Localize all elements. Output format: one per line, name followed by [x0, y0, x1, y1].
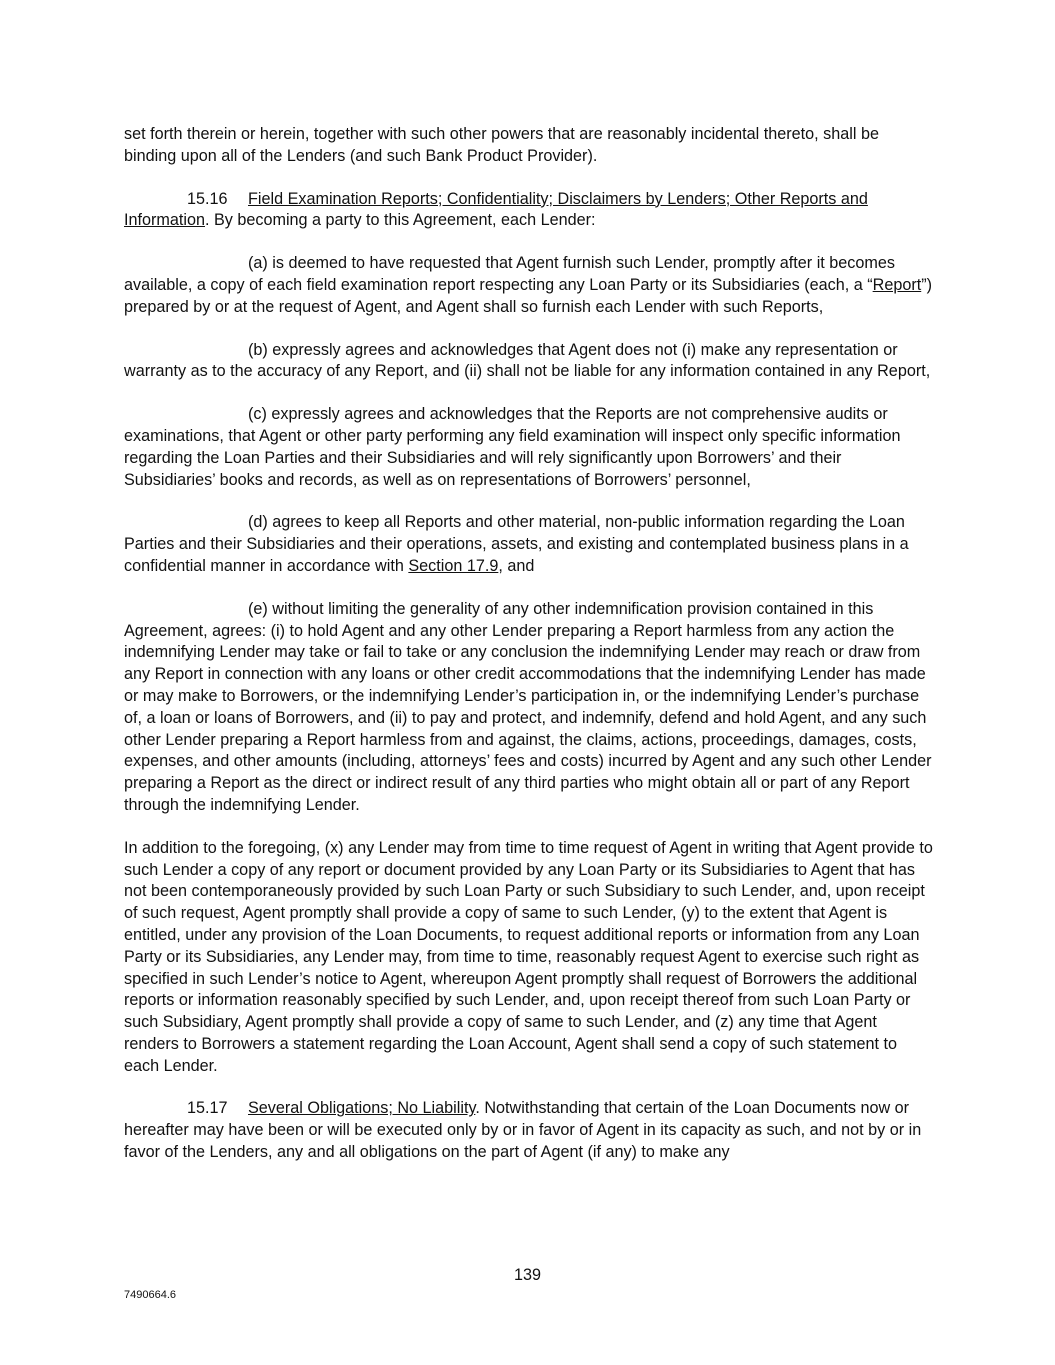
document-id: 7490664.6 [124, 1289, 176, 1301]
section-15-17 [124, 1098, 934, 1163]
section-15-16 [124, 189, 934, 233]
section-body: . Notwithstanding that certain of the Loan Documents now or hereafter may have been or will be executed only by or in favor of Agent in its capacity as such, and not by or in favor of the Lenders, any and all obligations on the part of Agent (if any) to make any [124, 1099, 922, 1162]
section-heading: Field Examination Reports; Confidentiality; Disclaimers by Lenders; Other Reports and Information [124, 189, 868, 230]
document-body [124, 124, 934, 1185]
item-a [124, 253, 934, 318]
section-number: 15.17 [187, 1099, 228, 1118]
addition-paragraph: In addition to the foregoing, (x) any Lender may from time to time request of Agent in writing that Agent provide to such Lender a copy of any report or document provided by any Loan Party or its Subsidiaries to Agent that has not been contemporaneously provided by such Loan Party or such Subsidiary to such Lender, and, upon receipt of such request, Agent promptly shall provide a copy of same to such Lender, (y) to the extent that Agent is entitled, under any provision of the Loan Documents, to request additional reports or information from any Loan Party or its Subsidiaries, any Lender may, from time to time, reasonably request Agent to exercise such right as specified in such Lender’s notice to Agent, whereupon Agent promptly shall request of Borrowers the additional reports or information reasonably specified by such Lender, and, upon receipt thereof from such Loan Party or such Subsidiary, Agent promptly shall provide a copy of same to such Lender, and (z) any time that Agent renders to Borrowers a statement regarding the Loan Account, Agent shall send a copy of such statement to each Lender. [124, 838, 933, 1075]
item-c: (c) expressly agrees and acknowledges that the Reports are not comprehensive audits or examinations, that Agent or other party performing any field examination will inspect only specific information regarding the Loan Parties and their Subsidiaries and will rely significantly upon Borrowers’ and their Subsidiaries’ books and records, as well as on representations of Borrowers’ personnel, [124, 405, 901, 489]
section-lead: . By becoming a party to this Agreement, each Lender: [204, 211, 596, 230]
page-number: 139 [513, 1266, 541, 1284]
section-number: 15.16 [187, 189, 228, 208]
intro-paragraph: set forth therein or herein, together with such other powers that are reasonably incidental thereto, shall be binding upon all of the Lenders (and such Bank Product Provider). [124, 125, 879, 165]
item-d-text: (d) agrees to keep all Reports and other material, non-public information regarding the Loan Parties and their Subsidiaries and their operations, assets, and existing and contemplated business plans in a confidential manner in accordance with [124, 513, 909, 575]
item-a-text-end: ”) prepared by or at the request of Agent, and Agent shall so furnish each Lender with such Reports, [124, 275, 933, 316]
item-b: (b) expressly agrees and acknowledges that Agent does not (i) make any representation or warranty as to the accuracy of any Report, and (ii) shall not be liable for any information contained in any Report, [124, 340, 931, 381]
item-d [124, 512, 934, 577]
item-d-text-end: , and [498, 556, 535, 575]
item-e: (e) without limiting the generality of any other indemnification provision contained in this Agreement, agrees: (i) to hold Agent and any other Lender preparing a Report harmless from any action the indemnifying Lender may take or fail to take or any conclusion the indemnifying Lender may reach or draw from any Report in connection with any loans or other credit accommodations that the indemnifying Lender has made or may make to Borrowers, or the indemnifying Lender’s participation in, or the indemnifying Lender’s purchase of, a loan or loans of Borrowers, and (ii) to pay and protect, and indemnify, defend and hold Agent, and any such other Lender preparing a Report harmless from and against, the claims, actions, proceedings, damages, costs, expenses, and other amounts (including, attorneys’ fees and costs) incurred by Agent and any such other Lender preparing a Report as the direct or indirect result of any third parties who might obtain all or part of any Report through the indemnifying Lender. [124, 599, 932, 814]
defined-term-report: Report [872, 275, 922, 294]
section-heading: Several Obligations; No Liability [248, 1099, 476, 1118]
item-a-text: (a) is deemed to have requested that Agent furnish such Lender, promptly after it becomes available, a copy of each field examination report respecting any Loan Party or its Subsidiaries (each, a “ [124, 254, 895, 294]
section-reference: Section 17.9 [408, 556, 499, 575]
